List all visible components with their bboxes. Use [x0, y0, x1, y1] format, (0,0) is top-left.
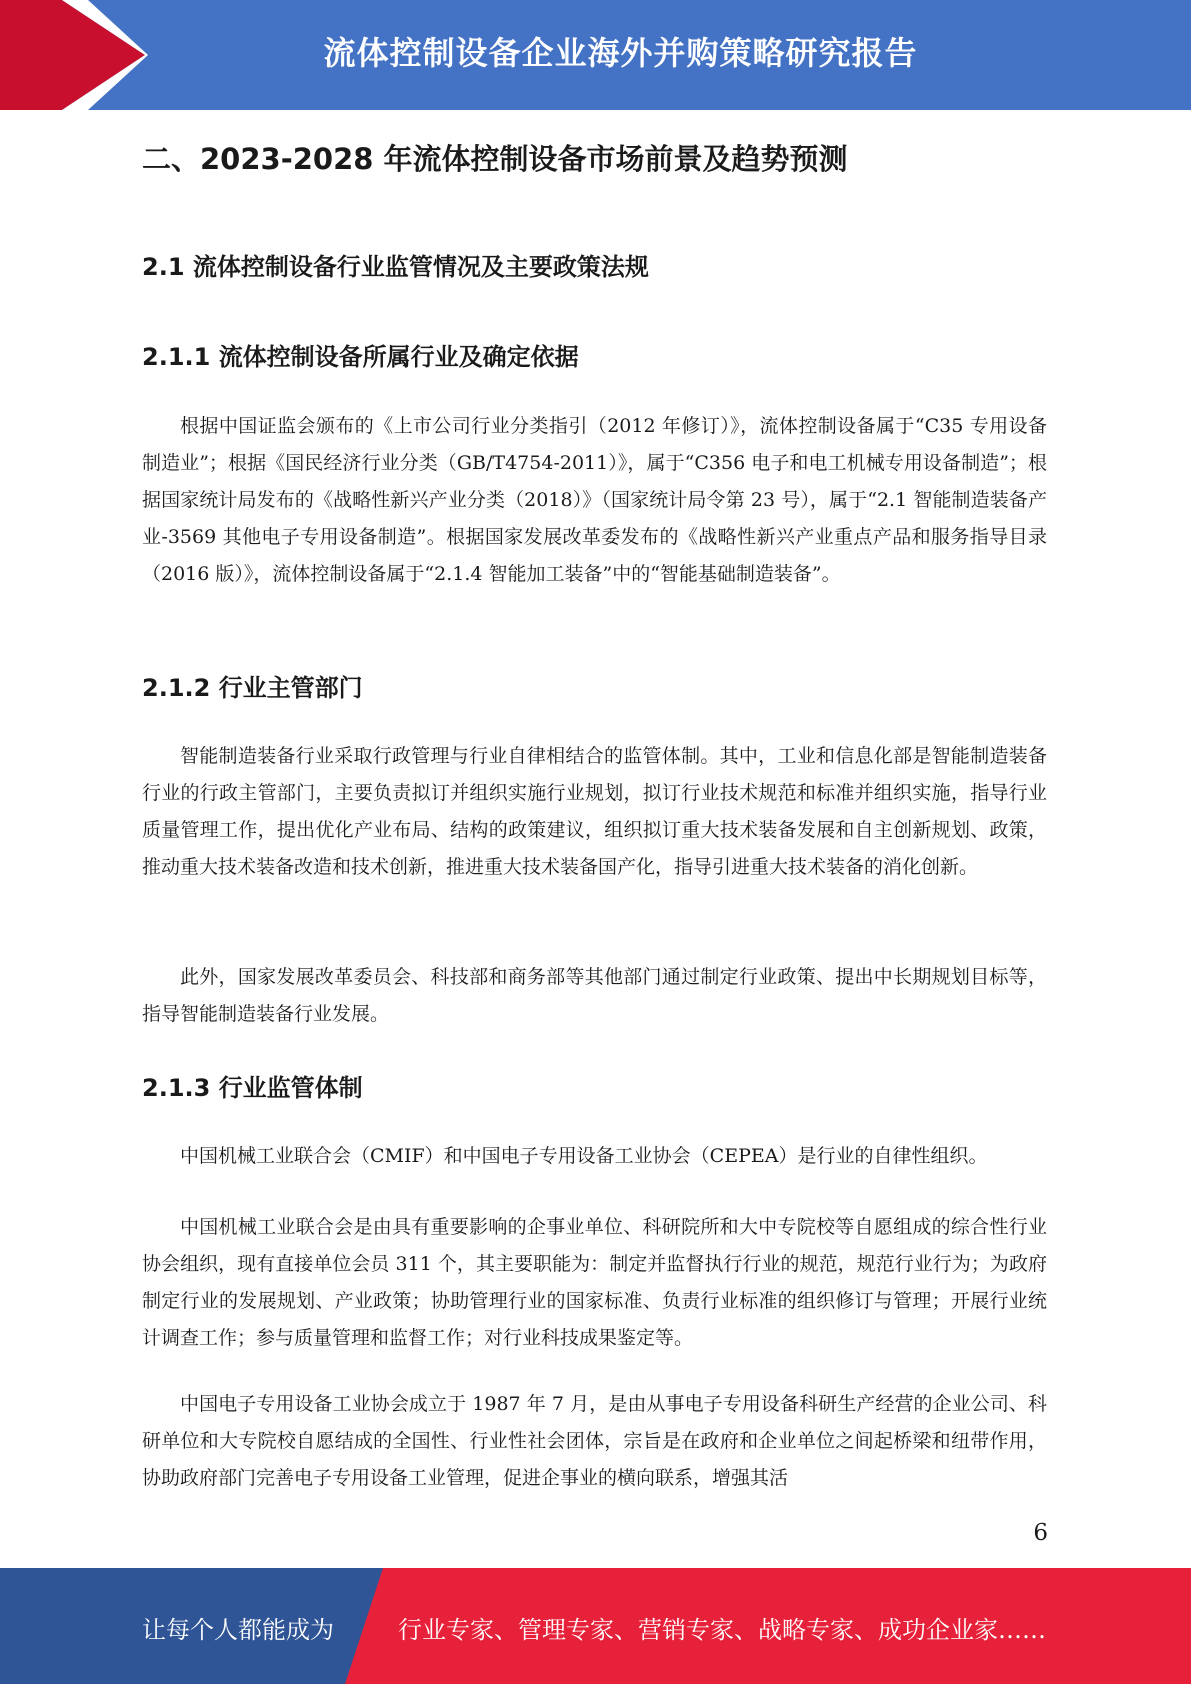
- paragraph-cmif: 中国机械工业联合会是由具有重要影响的企事业单位、科研院所和大中专院校等自愿组成的综合性行业协会组织，现有直接单位会员 311 个，其主要职能为：制定并监督执行行业的规范，规范行业行为；为政府制定行业的发展规划、产业政策；协助管理行业的国家标准、负责行业标准的组织修订与管理；开展行业统计调查工作；参与质量管理和监督工作；对行业科技成果鉴定等。: [142, 1216, 1047, 1349]
- paragraph-competent-department: 智能制造装备行业采取行政管理与行业自律相结合的监管体制。其中，工业和信息化部是智能制造装备行业的行政主管部门，主要负责拟订并组织实施行业规划，拟订行业技术规范和标准并组织实施，指导行业质量管理工作，提出优化产业布局、结构的政策建议，组织拟订重大技术装备发展和自主创新规划、政策，推动重大技术装备改造和技术创新，推进重大技术装备国产化，指导引进重大技术装备的消化创新。: [142, 745, 1047, 878]
- paragraph-industry-classification: 根据中国证监会颁布的《上市公司行业分类指引（2012 年修订）》，流体控制设备属于“C35 专用设备制造业”；根据《国民经济行业分类（GB/T4754-2011）》，属于“C356 电子和电工机械专用设备制造”；根据国家统计局发布的《战略性新兴产业分类（2018）》（国家统计局令第 23 号），属于“2.1 智能制造装备产业-3569 其他电子专用设备制造”。根据国家发展改革委发布的《战略性新兴产业重点产品和服务指导目录（2016 版）》，流体控制设备属于“2.1.4 智能加工装备”中的“智能基础制造装备”。: [142, 415, 1047, 585]
- page-header: [0, 0, 1191, 110]
- footer-slogan-right: 行业专家、管理专家、营销专家、战略专家、成功企业家……: [398, 1616, 1046, 1644]
- subsection-heading-2-1-1: 2.1.1 流体控制设备所属行业及确定依据: [142, 343, 579, 371]
- header-title: 流体控制设备企业海外并购策略研究报告: [323, 34, 918, 72]
- page-footer: [0, 1568, 1191, 1684]
- paragraph-self-regulatory-orgs: 中国机械工业联合会（CMIF）和中国电子专用设备工业协会（CEPEA）是行业的自律性组织。: [180, 1145, 988, 1167]
- section-heading-2-1: 2.1 流体控制设备行业监管情况及主要政策法规: [142, 253, 649, 281]
- subsection-heading-2-1-2: 2.1.2 行业主管部门: [142, 674, 363, 702]
- footer-slogan-left: 让每个人都能成为: [142, 1616, 334, 1644]
- paragraph-cepea: 中国电子专用设备工业协会成立于 1987 年 7 月，是由从事电子专用设备科研生产经营的企业公司、科研单位和大专院校自愿结成的全国性、行业性社会团体，宗旨是在政府和企业单位之间起桥梁和纽带作用，协助政府部门完善电子专用设备工业管理，促进企事业的横向联系，增强其活: [142, 1393, 1047, 1489]
- chapter-heading: 二、2023-2028 年流体控制设备市场前景及趋势预测: [142, 142, 848, 176]
- page-number: 6: [1033, 1520, 1048, 1546]
- subsection-heading-2-1-3: 2.1.3 行业监管体制: [142, 1074, 363, 1102]
- paragraph-other-departments: 此外，国家发展改革委员会、科技部和商务部等其他部门通过制定行业政策、提出中长期规划目标等，指导智能制造装备行业发展。: [142, 966, 1047, 1025]
